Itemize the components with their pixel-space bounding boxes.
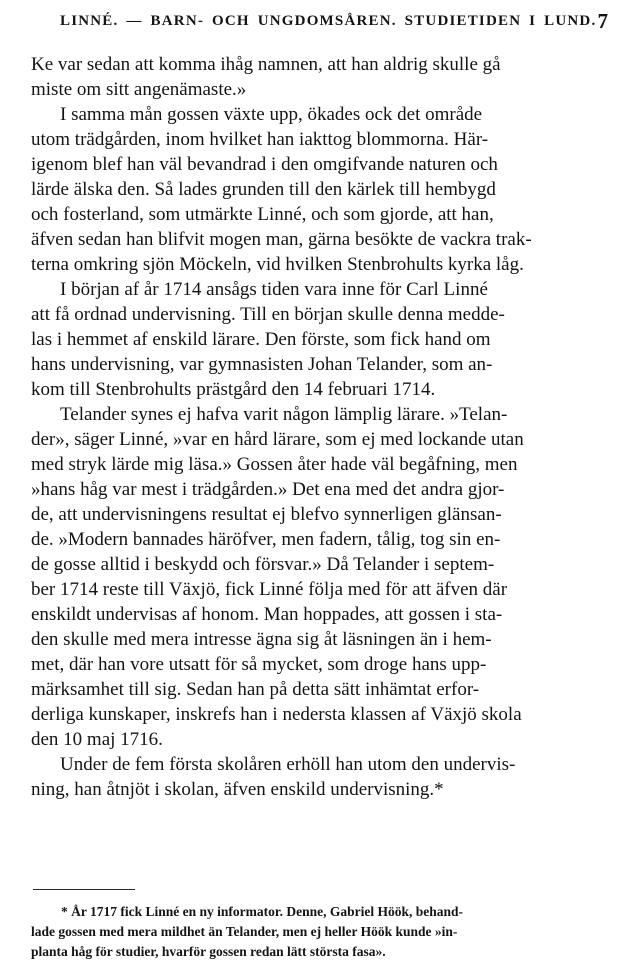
text-line: enskildt undervisas af honom. Man hoppades, att gossen i sta- [31, 604, 503, 625]
text-line: de gosse alltid i beskydd och försvar.» Då Telander i septem- [31, 554, 495, 575]
footnote-line: * År 1717 fick Linné en ny informator. Denne, Gabriel Höök, behand- [61, 904, 464, 919]
text-line: äfven sedan han blifvit mogen man, gärna besökte de vackra trak- [31, 229, 532, 250]
text-line: de, att undervisningens resultat ej blefvo synnerligen glänsan- [31, 504, 502, 525]
body-text [31, 52, 609, 802]
text-line: derliga kunskaper, inskrefs han i nedersta klassen af Växjö skola [31, 704, 522, 725]
text-line: terna omkring sjön Möckeln, vid hvilken Stenbrohults kyrka låg. [31, 254, 524, 275]
text-line: kom till Stenbrohults prästgård den 14 februari 1714. [31, 379, 436, 400]
text-line: ning, han åtnjöt i skolan, äfven enskild undervisning.* [31, 779, 444, 800]
text-line: utom trädgården, inom hvilket han iakttog blommorna. Här- [31, 129, 489, 150]
text-line: Telander synes ej hafva varit någon lämplig lärare. »Telan- [60, 404, 508, 425]
footnote [31, 902, 609, 962]
text-line: med stryk lärde mig läsa.» Gossen åter hade väl begåfning, men [31, 454, 518, 475]
footnote-line: lade gossen med mera mildhet än Telander, men ej heller Höök kunde »in- [31, 924, 458, 939]
text-line: met, där han vore utsatt för så mycket, som droge hans upp- [31, 654, 487, 675]
text-line: der», säger Linné, »var en hård lärare, som ej med lockande utan [31, 429, 524, 450]
page-number: 7 [597, 9, 608, 33]
text-line: I samma mån gossen växte upp, ökades ock det område [60, 104, 483, 125]
text-line: de. »Modern bannades häröfver, men fadern, tålig, tog sin en- [31, 529, 501, 550]
running-head [38, 9, 608, 35]
footnote-divider [33, 889, 135, 890]
text-line: Ke var sedan att komma ihåg namnen, att han aldrig skulle gå [31, 54, 501, 75]
footnote-line: planta håg för studier, hvarför gossen redan lätt största fasa». [31, 944, 386, 959]
text-line: att få ordnad undervisning. Till en början skulle denna medde- [31, 304, 505, 325]
text-line: I början af år 1714 ansågs tiden vara inne för Carl Linné [60, 279, 488, 300]
text-line: miste om sitt angenämaste.» [31, 79, 247, 100]
text-line: hans undervisning, var gymnasisten Johan Telander, som an- [31, 354, 493, 375]
text-line: las i hemmet af enskild lärare. Den förste, som fick hand om [31, 329, 491, 350]
text-line: »hans håg var mest i trädgården.» Det ena med det andra gjor- [31, 479, 505, 500]
text-line: och fosterland, som utmärkte Linné, och som gjorde, att han, [31, 204, 494, 225]
text-line: igenom blef han väl bevandrad i den omgifvande naturen och [31, 154, 498, 175]
text-line: märksamhet till sig. Sedan han på detta sätt inhämtat erfor- [31, 679, 480, 700]
text-line: Under de fem första skolåren erhöll han utom den undervis- [60, 754, 516, 775]
running-head-title: LINNÉ. — BARN- OCH UNGDOMSÅREN. STUDIETIDEN I LUND. [60, 13, 597, 29]
text-line: ber 1714 reste till Växjö, fick Linné följa med för att äfven där [31, 579, 508, 600]
text-line: den 10 maj 1716. [31, 729, 163, 750]
text-line: lärde älska den. Så lades grunden till den kärlek till hembygd [31, 179, 496, 200]
text-line: den skulle med mera intresse ägna sig åt läsningen än i hem- [31, 629, 492, 650]
